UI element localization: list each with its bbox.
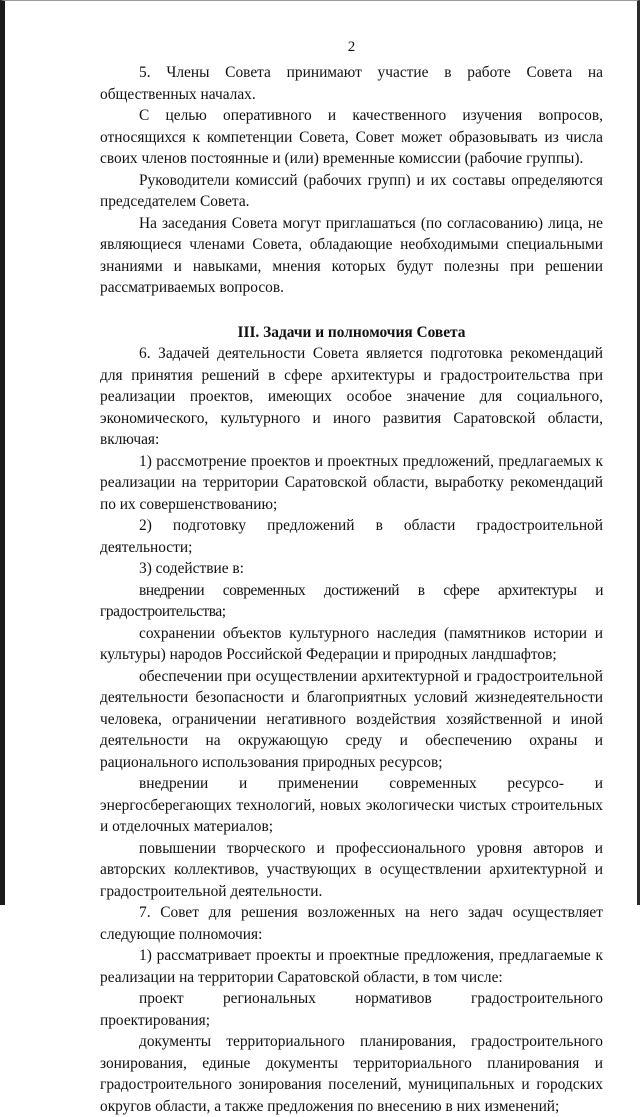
paragraph: На заседания Совета могут приглашаться (по согласованию) лица, не являющиеся членами Совета, обладающие необходимыми специальными знаниями и навыками, мнения которых будут полезны при решении рассматриваемых вопросов. (100, 214, 603, 296)
paragraph: документы территориального планирования, градостроительного зонирования, единые документы территориального планирования и градостроительного зонирования поселений, муниципальных и городских округов области, а также предложения по внесению в них изменений; (100, 1033, 603, 1115)
paragraph: 3) содействие в: (139, 560, 244, 577)
paragraph: 1) рассмотрение проектов и проектных предложений, предлагаемых к реализации на территории Саратовской области, выработку рекомендаций по их совершенствованию; (100, 452, 603, 513)
paragraph: внедрении современных достижений в сфере архитектуры и градостроительства; (100, 581, 603, 620)
page-number: 2 (347, 39, 356, 55)
paragraph: Руководители комиссий (рабочих групп) и их составы определяются председателем Совета. (100, 171, 603, 210)
paragraph: 6. Задачей деятельности Совета является подготовка рекомендаций для принятия решений в сфере архитектуры и градостроительства при реализации проектов, имеющих особое значение для социального, экономического, культурного и иного развития Саратовской области, включая: (100, 345, 603, 448)
paragraph: проект региональных нормативов градостроительного проектирования; (100, 990, 603, 1029)
paragraph: сохранении объектов культурного наследия (памятников истории и культуры) народов Российской Федерации и природных ландшафтов; (100, 624, 603, 663)
paragraph: обеспечении при осуществлении архитектурной и градостроительной деятельности безопасности и благоприятных условий жизнедеятельности человека, ограничении негативного воздействия хозяйственной и иной деятельности на окружающую среду и обеспечению охраны и рационального использования природных ресурсов; (100, 667, 603, 771)
paragraph: С целью оперативного и качественного изучения вопросов, относящихся к компетенции Совета, Совет может образовывать из числа своих членов постоянные и (или) временные комиссии (рабочие группы). (100, 107, 603, 167)
section-spacer (100, 299, 603, 322)
section-heading: III. Задачи и полномочия Совета (237, 323, 466, 341)
paragraph: 7. Совет для решения возложенных на него задач осуществляет следующие полномочия: (100, 904, 603, 943)
paragraph: внедрении и применении современных ресурсо- и энергосберегающих технологий, новых экологически чистых строительных и отделочных материалов; (100, 775, 603, 835)
document-body (100, 62, 603, 1117)
paragraph: повышении творческого и профессионального уровня авторов и авторских коллективов, участвующих в осуществлении архитектурной и градостроительной деятельности. (100, 839, 603, 900)
paragraph: 1) рассматривает проекты и проектные предложения, предлагаемые к реализации на территории Саратовской области, в том числе: (100, 947, 603, 986)
paragraph: 5. Члены Совета принимают участие в работе Совета на общественных началах. (100, 64, 603, 103)
paragraph: 2) подготовку предложений в области градостроительной деятельности; (100, 517, 603, 556)
